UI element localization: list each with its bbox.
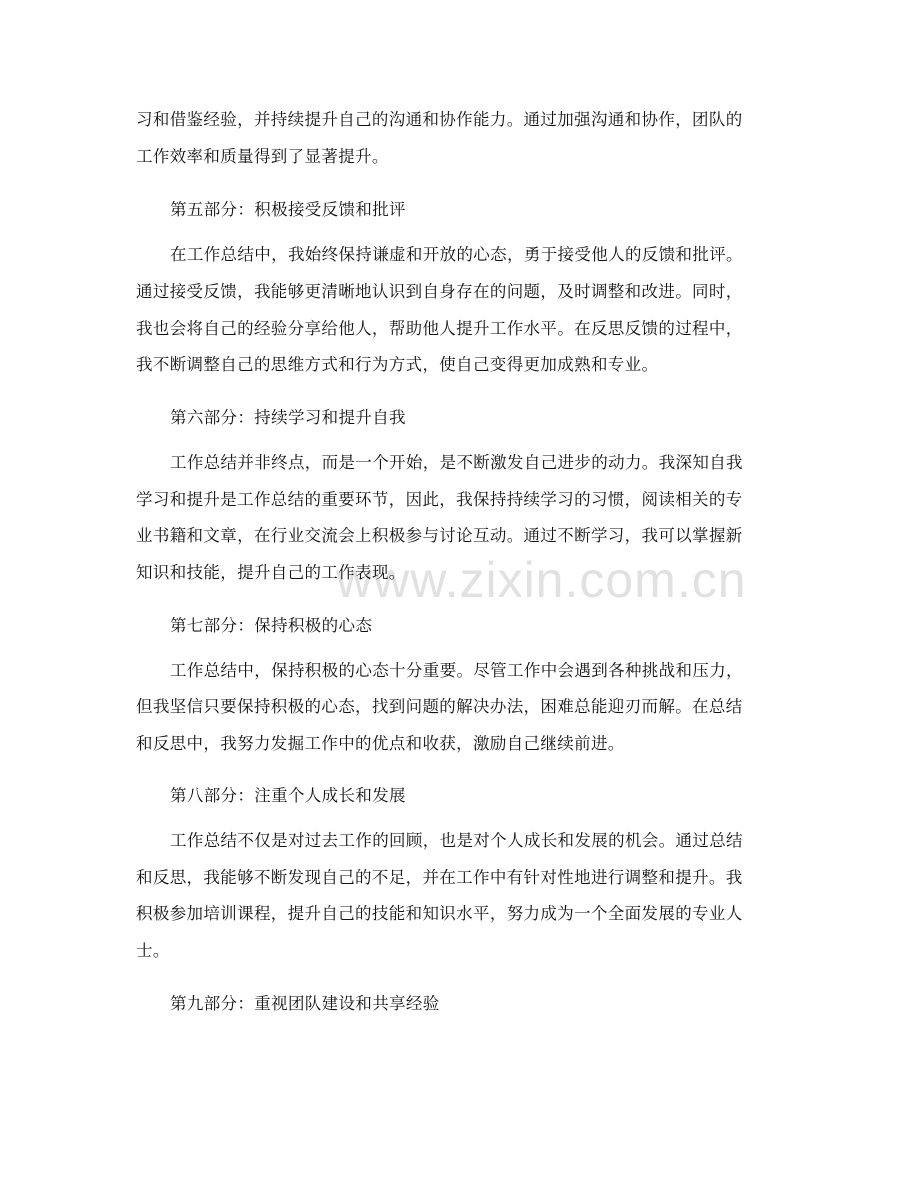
- watermark: www.zixin.com.cn: [336, 552, 747, 608]
- paragraph-line: 我也会将自己的经验分享给他人，帮助他人提升工作水平。在反思反馈的过程中，: [136, 319, 743, 338]
- paragraph-line: 业书籍和文章，在行业交流会上积极参与讨论互动。通过不断学习，我可以掌握新: [136, 526, 743, 545]
- section-heading-8: 第八部分：注重个人成长和发展: [170, 786, 406, 805]
- paragraph-line: 和反思，我能够不断发现自己的不足，并在工作中有针对性地进行调整和提升。我: [136, 868, 743, 887]
- paragraph-line: 但我坚信只要保持积极的心态，找到问题的解决办法，困难总能迎刃而解。在总结: [136, 697, 743, 716]
- section-heading-7: 第七部分：保持积极的心态: [170, 616, 373, 635]
- paragraph-line: 工作总结并非终点，而是一个开始，是不断激发自己进步的动力。我深知自我: [170, 453, 743, 472]
- paragraph-line: 通过接受反馈，我能够更清晰地认识到自身存在的问题，及时调整和改进。同时，: [136, 282, 743, 301]
- paragraph-line: 工作总结不仅是对过去工作的回顾，也是对个人成长和发展的机会。通过总结: [170, 831, 743, 850]
- paragraph-line: 工作效率和质量得到了显著提升。: [136, 147, 389, 166]
- paragraph-line: 和反思中，我努力发掘工作中的优点和收获，激励自己继续前进。: [136, 734, 625, 753]
- paragraph-line: 知识和技能，提升自己的工作表现。: [136, 563, 406, 582]
- paragraph-line: 工作总结中，保持积极的心态十分重要。尽管工作中会遇到各种挑战和压力，: [170, 661, 743, 680]
- section-heading-9: 第九部分：重视团队建设和共享经验: [170, 994, 440, 1013]
- section-heading-6: 第六部分：持续学习和提升自我: [170, 408, 406, 427]
- paragraph-line: 积极参加培训课程，提升自己的技能和知识水平，努力成为一个全面发展的专业人: [136, 904, 743, 923]
- paragraph-line: 士。: [136, 941, 170, 960]
- section-heading-5: 第五部分：积极接受反馈和批评: [170, 200, 406, 219]
- paragraph-line: 习和借鉴经验，并持续提升自己的沟通和协作能力。通过加强沟通和协作，团队的: [136, 110, 743, 129]
- paragraph-line: 我不断调整自己的思维方式和行为方式，使自己变得更加成熟和专业。: [136, 355, 659, 374]
- paragraph-line: 学习和提升是工作总结的重要环节，因此，我保持持续学习的习惯，阅读相关的专: [136, 490, 743, 509]
- paragraph-line: 在工作总结中，我始终保持谦虚和开放的心态，勇于接受他人的反馈和批评。: [170, 245, 743, 264]
